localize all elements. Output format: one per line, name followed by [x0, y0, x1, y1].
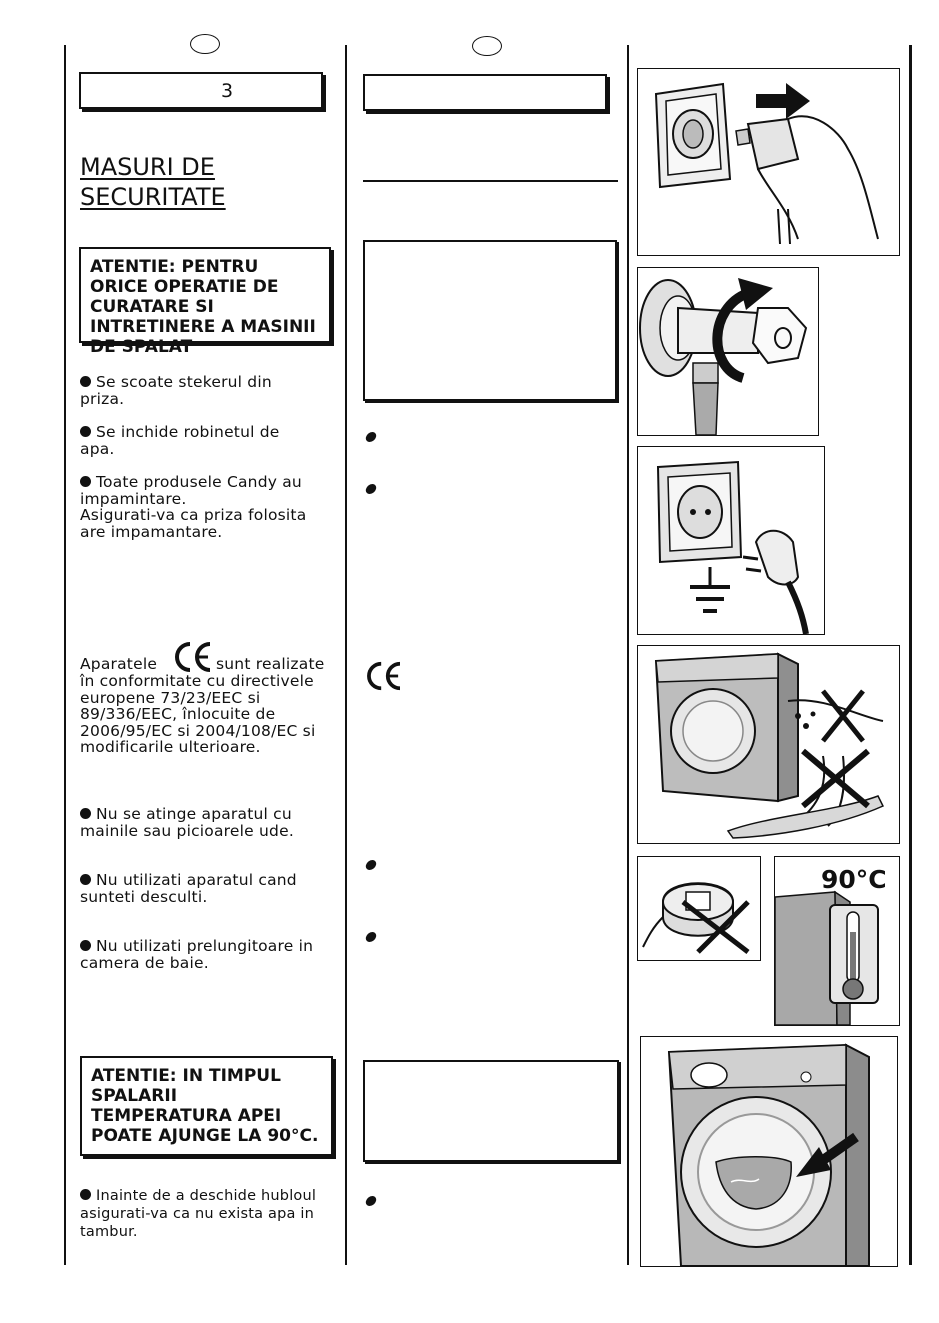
bullet-extension-cords: Nu utilizati prelungitoare in camera de baie. [80, 937, 314, 972]
bullet-icon [80, 376, 91, 387]
bullet-icon [365, 860, 378, 870]
bullet-grounding: Toate produsele Candy au impamintare. Asigurati-va ca priza folosita are impamantare. [80, 473, 307, 541]
title-underline-blank [363, 180, 618, 182]
illustration-grounded-socket [637, 446, 825, 635]
warning-box-blank-1 [363, 240, 617, 401]
page-number-box-blank [363, 74, 607, 111]
bullet-icon [80, 426, 91, 437]
section-title [80, 152, 226, 212]
bullet-open-door: Inainte de a deschide hubloul asigurati-va ca nu exista apa in tambur. [80, 1188, 317, 1240]
ground-symbol-icon [690, 567, 730, 611]
bullet-icon [80, 808, 91, 819]
bullet-unplug: Se scoate stekerul din priza. [80, 373, 272, 408]
illustration-water-in-drum [640, 1036, 898, 1267]
section-title-line2: SECURITATE [80, 183, 226, 211]
illustration-temperature-90 [774, 856, 900, 1026]
bullet-barefoot: Nu utilizati aparatul cand sunteti desculti. [80, 871, 297, 906]
warning-box-temperature: ATENTIE: IN TIMPUL SPALARII TEMPERATURA APEI POATE AJUNGE LA 90°C. [80, 1056, 333, 1156]
temperature-label: 90°C [821, 865, 887, 894]
column-divider-far-right [909, 45, 912, 1265]
warning-box-blank-2 [363, 1060, 619, 1162]
bullet-icon [80, 940, 91, 951]
illustration-close-tap [637, 267, 819, 436]
illustration-no-extension-cord [637, 856, 761, 961]
language-oval-left [190, 34, 220, 54]
section-title-line1: MASURI DE [80, 153, 215, 181]
language-oval-middle [472, 36, 502, 56]
bullet-icon [80, 476, 91, 487]
column-divider-right [627, 45, 629, 1265]
bullet-icon [80, 874, 91, 885]
page-number: 3 [221, 80, 234, 102]
bullet-icon [365, 484, 378, 494]
bullet-icon [365, 932, 378, 942]
illustration-no-wet-hands-barefoot [637, 645, 900, 844]
ce-compliance-paragraph: Aparatele sunt realizate în conformitate cu directivele europene 73/23/EEC si 89/336/EEC, înlocuite de 2006/95/EC si 2004/108/EC si modificarile ulterioare. [80, 640, 342, 756]
bullet-wet-hands: Nu se atinge aparatul cu mainile sau picioarele ude. [80, 805, 294, 840]
bullet-close-tap: Se inchide robinetul de apa. [80, 423, 280, 458]
column-divider-middle [345, 45, 347, 1265]
illustration-unplug [637, 68, 900, 256]
warning-box-cleaning: ATENTIE: PENTRU ORICE OPERATIE DE CURATARE SI INTRETINERE A MASINII DE SPALAT [79, 247, 331, 343]
column-divider-left [64, 45, 66, 1265]
bullet-icon [365, 1196, 378, 1206]
page-number-box [79, 72, 323, 109]
bullet-icon [365, 432, 378, 442]
bullet-icon [80, 1189, 91, 1200]
ce-mark-icon [172, 640, 214, 674]
ce-mark-icon [364, 660, 404, 692]
